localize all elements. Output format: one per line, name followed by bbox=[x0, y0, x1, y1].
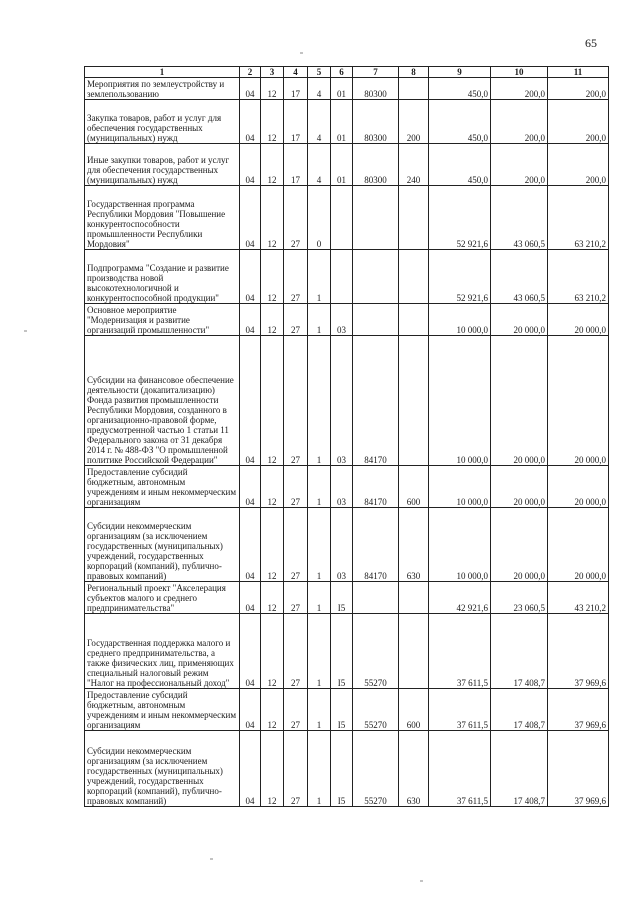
table-body bbox=[85, 78, 609, 807]
cell-c7: 55270 bbox=[353, 689, 399, 731]
row-name: Основное мероприятие "Модернизация и развитие организаций промышленности" bbox=[85, 304, 240, 336]
table-row bbox=[85, 731, 609, 807]
cell-c10: 20 000,0 bbox=[491, 304, 548, 336]
cell-c3: 12 bbox=[261, 466, 284, 508]
cell-c11: 37 969,6 bbox=[548, 731, 609, 807]
cell-c5: 1 bbox=[308, 614, 331, 689]
cell-c10: 200,0 bbox=[491, 78, 548, 100]
cell-c10: 23 060,5 bbox=[491, 582, 548, 614]
cell-c4: 27 bbox=[284, 731, 308, 807]
cell-c11: 20 000,0 bbox=[548, 336, 609, 466]
cell-c6: I5 bbox=[331, 582, 353, 614]
cell-c4: 17 bbox=[284, 100, 308, 144]
col-header: 8 bbox=[399, 67, 429, 78]
cell-c7: 80300 bbox=[353, 100, 399, 144]
cell-c3: 12 bbox=[261, 304, 284, 336]
cell-c2: 04 bbox=[240, 689, 261, 731]
cell-c2: 04 bbox=[240, 304, 261, 336]
row-name: Иные закупки товаров, работ и услуг для обеспечения государственных (муниципальных) нужд bbox=[85, 144, 240, 186]
scan-speck bbox=[210, 858, 213, 860]
cell-c8: 200 bbox=[399, 100, 429, 144]
cell-c5: 4 bbox=[308, 144, 331, 186]
table-row bbox=[85, 144, 609, 186]
cell-c6 bbox=[331, 250, 353, 304]
cell-c6: 03 bbox=[331, 466, 353, 508]
cell-c8 bbox=[399, 78, 429, 100]
cell-c10: 20 000,0 bbox=[491, 466, 548, 508]
col-header: 1 bbox=[85, 67, 240, 78]
cell-c10: 200,0 bbox=[491, 144, 548, 186]
cell-c7: 84170 bbox=[353, 466, 399, 508]
cell-c9: 37 611,5 bbox=[429, 731, 491, 807]
cell-c10: 17 408,7 bbox=[491, 614, 548, 689]
cell-c11: 200,0 bbox=[548, 144, 609, 186]
cell-c5: 1 bbox=[308, 336, 331, 466]
cell-c6: I5 bbox=[331, 689, 353, 731]
cell-c6: 01 bbox=[331, 78, 353, 100]
cell-c6: 01 bbox=[331, 144, 353, 186]
cell-c11: 37 969,6 bbox=[548, 614, 609, 689]
cell-c7: 84170 bbox=[353, 508, 399, 582]
cell-c10: 200,0 bbox=[491, 100, 548, 144]
row-name: Предоставление субсидий бюджетным, автономным учреждениям и иным некоммерческим организациям bbox=[85, 466, 240, 508]
cell-c4: 27 bbox=[284, 304, 308, 336]
table-row bbox=[85, 582, 609, 614]
cell-c7: 80300 bbox=[353, 144, 399, 186]
cell-c8 bbox=[399, 304, 429, 336]
cell-c6: I5 bbox=[331, 614, 353, 689]
col-header: 5 bbox=[308, 67, 331, 78]
cell-c3: 12 bbox=[261, 614, 284, 689]
cell-c2: 04 bbox=[240, 582, 261, 614]
row-name: Закупка товаров, работ и услуг для обеспечения государственных (муниципальных) нужд bbox=[85, 100, 240, 144]
cell-c7 bbox=[353, 250, 399, 304]
cell-c5: 1 bbox=[308, 582, 331, 614]
cell-c5: 1 bbox=[308, 250, 331, 304]
cell-c3: 12 bbox=[261, 250, 284, 304]
cell-c9: 52 921,6 bbox=[429, 250, 491, 304]
cell-c9: 450,0 bbox=[429, 100, 491, 144]
cell-c8: 630 bbox=[399, 731, 429, 807]
cell-c6: 03 bbox=[331, 304, 353, 336]
cell-c11: 20 000,0 bbox=[548, 304, 609, 336]
cell-c9: 450,0 bbox=[429, 78, 491, 100]
row-name: Государственная программа Республики Мордовия "Повышение конкурентоспособности промышленности Республики Мордовия" bbox=[85, 186, 240, 250]
cell-c11: 63 210,2 bbox=[548, 186, 609, 250]
col-header: 11 bbox=[548, 67, 609, 78]
cell-c2: 04 bbox=[240, 100, 261, 144]
cell-c11: 20 000,0 bbox=[548, 508, 609, 582]
cell-c4: 17 bbox=[284, 78, 308, 100]
cell-c6: 03 bbox=[331, 508, 353, 582]
cell-c2: 04 bbox=[240, 466, 261, 508]
cell-c4: 27 bbox=[284, 614, 308, 689]
cell-c8: 630 bbox=[399, 508, 429, 582]
cell-c5: 1 bbox=[308, 508, 331, 582]
cell-c4: 27 bbox=[284, 336, 308, 466]
row-name: Подпрограмма "Создание и развитие производства новой высокотехнологичной и конкурентоспособной продукции" bbox=[85, 250, 240, 304]
cell-c9: 52 921,6 bbox=[429, 186, 491, 250]
row-name: Субсидии некоммерческим организациям (за исключением государственных (муниципальных) учреждений, государственных корпораций (компаний), публично-правовых компаний) bbox=[85, 731, 240, 807]
cell-c4: 27 bbox=[284, 466, 308, 508]
cell-c9: 37 611,5 bbox=[429, 689, 491, 731]
col-header: 9 bbox=[429, 67, 491, 78]
cell-c8: 600 bbox=[399, 466, 429, 508]
cell-c10: 43 060,5 bbox=[491, 186, 548, 250]
row-name: Субсидии на финансовое обеспечение деятельности (докапитализацию) Фонда развития промышленности Республики Мордовия, созданного в организационно-правовой форме, предусмотренной частью 1 статьи 11 Федерального закона от 31 декабря 2014 г. № 488-ФЗ "О промышленной политике Российской Федерации" bbox=[85, 336, 240, 466]
cell-c10: 43 060,5 bbox=[491, 250, 548, 304]
cell-c9: 450,0 bbox=[429, 144, 491, 186]
cell-c2: 04 bbox=[240, 614, 261, 689]
cell-c7: 55270 bbox=[353, 731, 399, 807]
cell-c8 bbox=[399, 614, 429, 689]
page-number: 65 bbox=[585, 36, 597, 50]
cell-c4: 27 bbox=[284, 186, 308, 250]
scan-speck bbox=[24, 330, 27, 332]
cell-c5: 1 bbox=[308, 731, 331, 807]
cell-c11: 63 210,2 bbox=[548, 250, 609, 304]
cell-c9: 37 611,5 bbox=[429, 614, 491, 689]
cell-c8 bbox=[399, 186, 429, 250]
table-row bbox=[85, 508, 609, 582]
cell-c5: 1 bbox=[308, 304, 331, 336]
row-name: Государственная поддержка малого и среднего предпринимательства, а также физических лиц, применяющих специальный налоговый режим "Налог на профессиональный доход" bbox=[85, 614, 240, 689]
cell-c9: 10 000,0 bbox=[429, 304, 491, 336]
cell-c8 bbox=[399, 582, 429, 614]
table-row bbox=[85, 78, 609, 100]
cell-c3: 12 bbox=[261, 186, 284, 250]
cell-c5: 1 bbox=[308, 466, 331, 508]
cell-c2: 04 bbox=[240, 250, 261, 304]
table-row bbox=[85, 336, 609, 466]
cell-c5: 0 bbox=[308, 186, 331, 250]
cell-c3: 12 bbox=[261, 336, 284, 466]
cell-c4: 27 bbox=[284, 250, 308, 304]
cell-c2: 04 bbox=[240, 186, 261, 250]
col-header: 6 bbox=[331, 67, 353, 78]
cell-c6: 01 bbox=[331, 100, 353, 144]
cell-c11: 200,0 bbox=[548, 100, 609, 144]
cell-c2: 04 bbox=[240, 508, 261, 582]
table-row bbox=[85, 304, 609, 336]
cell-c3: 12 bbox=[261, 731, 284, 807]
cell-c3: 12 bbox=[261, 508, 284, 582]
cell-c7: 80300 bbox=[353, 78, 399, 100]
cell-c7 bbox=[353, 582, 399, 614]
col-header: 10 bbox=[491, 67, 548, 78]
cell-c2: 04 bbox=[240, 144, 261, 186]
cell-c6: 03 bbox=[331, 336, 353, 466]
cell-c11: 37 969,6 bbox=[548, 689, 609, 731]
table-row bbox=[85, 466, 609, 508]
budget-table bbox=[84, 66, 609, 807]
scan-speck bbox=[300, 52, 303, 54]
cell-c2: 04 bbox=[240, 731, 261, 807]
cell-c11: 43 210,2 bbox=[548, 582, 609, 614]
table-row bbox=[85, 614, 609, 689]
row-name: Мероприятия по землеустройству и землепользованию bbox=[85, 78, 240, 100]
header-row bbox=[85, 67, 609, 78]
cell-c7 bbox=[353, 304, 399, 336]
cell-c10: 20 000,0 bbox=[491, 508, 548, 582]
row-name: Субсидии некоммерческим организациям (за исключением государственных (муниципальных) учреждений, государственных корпораций (компаний), публично-правовых компаний) bbox=[85, 508, 240, 582]
cell-c11: 20 000,0 bbox=[548, 466, 609, 508]
cell-c10: 17 408,7 bbox=[491, 689, 548, 731]
cell-c9: 10 000,0 bbox=[429, 336, 491, 466]
scan-speck bbox=[420, 880, 423, 882]
cell-c7: 84170 bbox=[353, 336, 399, 466]
cell-c5: 1 bbox=[308, 689, 331, 731]
row-name: Предоставление субсидий бюджетным, автономным учреждениям и иным некоммерческим организациям bbox=[85, 689, 240, 731]
table-row bbox=[85, 689, 609, 731]
col-header: 4 bbox=[284, 67, 308, 78]
cell-c7 bbox=[353, 186, 399, 250]
cell-c4: 27 bbox=[284, 582, 308, 614]
cell-c3: 12 bbox=[261, 582, 284, 614]
cell-c8 bbox=[399, 336, 429, 466]
cell-c4: 27 bbox=[284, 689, 308, 731]
cell-c10: 20 000,0 bbox=[491, 336, 548, 466]
table-row bbox=[85, 100, 609, 144]
cell-c2: 04 bbox=[240, 78, 261, 100]
cell-c4: 27 bbox=[284, 508, 308, 582]
cell-c8 bbox=[399, 250, 429, 304]
col-header: 7 bbox=[353, 67, 399, 78]
cell-c8: 240 bbox=[399, 144, 429, 186]
cell-c9: 10 000,0 bbox=[429, 508, 491, 582]
col-header: 3 bbox=[261, 67, 284, 78]
cell-c6: I5 bbox=[331, 731, 353, 807]
cell-c4: 17 bbox=[284, 144, 308, 186]
cell-c3: 12 bbox=[261, 100, 284, 144]
cell-c9: 42 921,6 bbox=[429, 582, 491, 614]
cell-c10: 17 408,7 bbox=[491, 731, 548, 807]
cell-c5: 4 bbox=[308, 100, 331, 144]
cell-c7: 55270 bbox=[353, 614, 399, 689]
table-row bbox=[85, 186, 609, 250]
cell-c9: 10 000,0 bbox=[429, 466, 491, 508]
row-name: Региональный проект "Акселерация субъектов малого и среднего предпринимательства" bbox=[85, 582, 240, 614]
cell-c3: 12 bbox=[261, 689, 284, 731]
cell-c2: 04 bbox=[240, 336, 261, 466]
cell-c6 bbox=[331, 186, 353, 250]
cell-c3: 12 bbox=[261, 78, 284, 100]
cell-c3: 12 bbox=[261, 144, 284, 186]
col-header: 2 bbox=[240, 67, 261, 78]
cell-c11: 200,0 bbox=[548, 78, 609, 100]
cell-c5: 4 bbox=[308, 78, 331, 100]
table-row bbox=[85, 250, 609, 304]
cell-c8: 600 bbox=[399, 689, 429, 731]
